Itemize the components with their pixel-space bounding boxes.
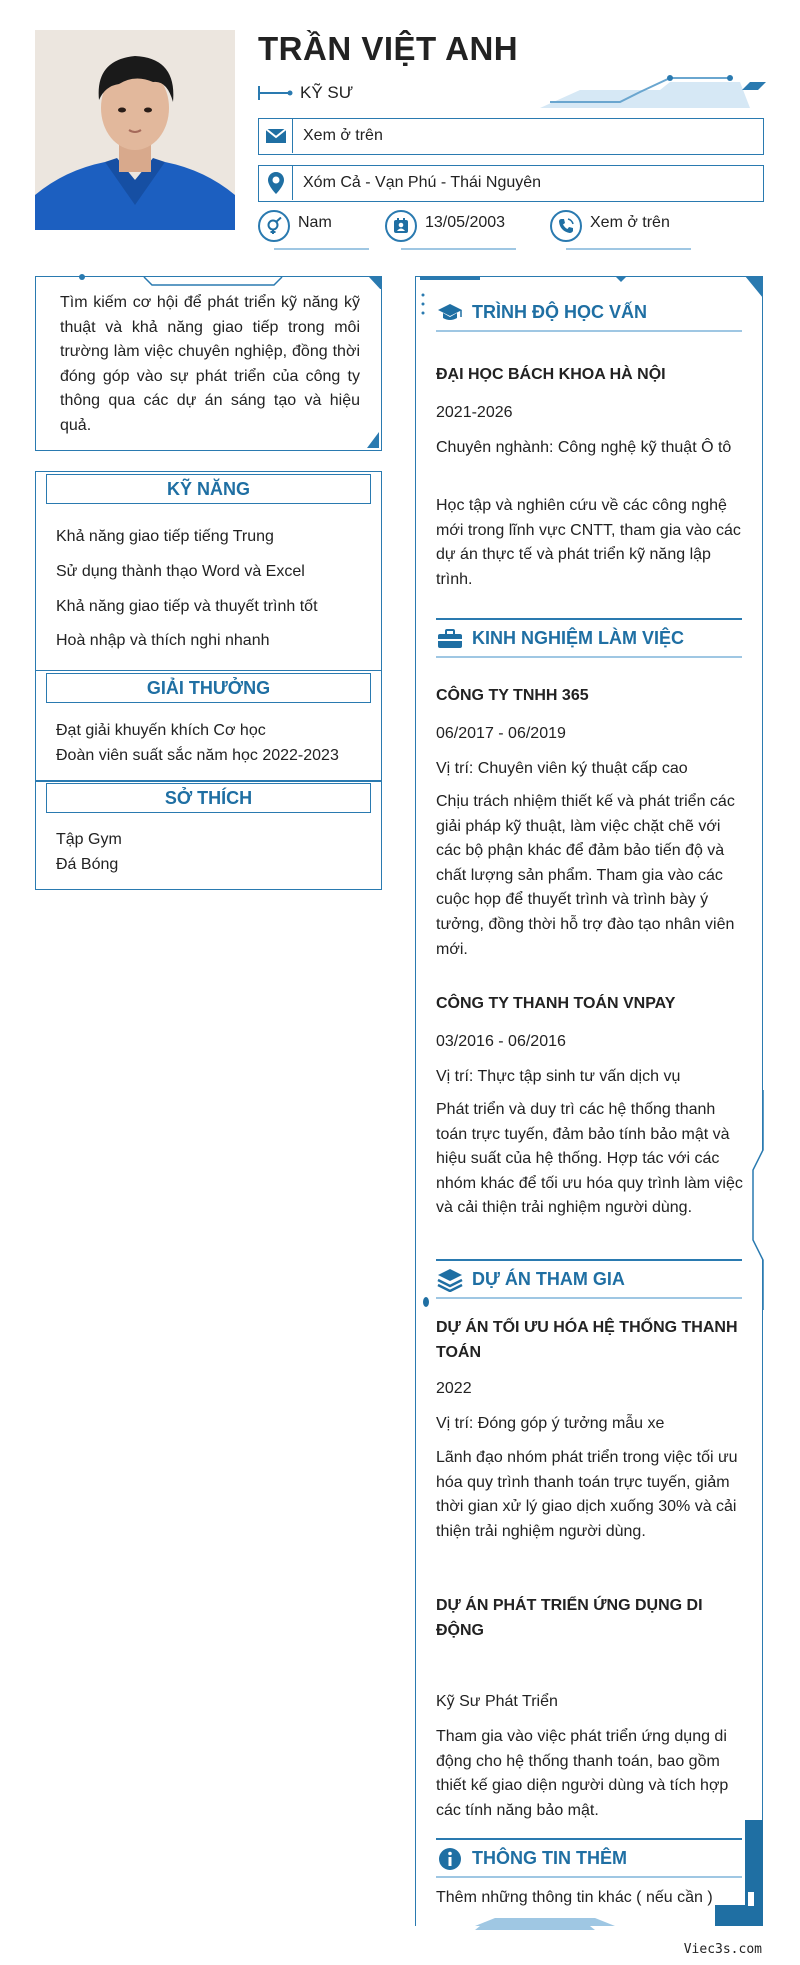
heading-underline — [436, 330, 742, 332]
address-value: Xóm Cả - Vạn Phú - Thái Nguyên — [303, 174, 542, 191]
awards-section — [35, 670, 382, 782]
project-description: Tham gia vào việc phát triển ứng dụng di động cho hệ thống thanh toán, bao gồm thiết kế giao diện người dùng và tích hợp các tính năng bảo mật. — [436, 1728, 729, 1819]
phone-underline — [566, 248, 691, 250]
extra-title: THÔNG TIN THÊM — [472, 1848, 627, 1868]
summary-text: Tìm kiếm cơ hội để phát triển kỹ năng kỹ thuật và khả năng giao tiếp trong môi trường làm việc chuyên nghiệp, đồng thời đóng góp vào sự phát triển của công ty thông qua các dự án sáng tạo và hiệu quả. — [60, 294, 360, 434]
award-item: Đạt giải khuyến khích Cơ học — [56, 722, 266, 739]
awards-heading: GIẢI THƯỞNG — [46, 673, 371, 703]
profile-photo — [35, 30, 235, 230]
job-company: CÔNG TY THANH TOÁN VNPAY — [436, 995, 676, 1012]
dots-decoration — [419, 290, 427, 330]
job-period: 06/2017 - 06/2019 — [436, 725, 566, 742]
email-value: Xem ở trên — [303, 127, 383, 144]
location-pin-icon — [259, 166, 293, 200]
project-period: 2022 — [436, 1380, 472, 1397]
candidate-name: TRẦN VIỆT ANH — [258, 30, 519, 67]
project-position: Vị trí: Đóng góp ý tưởng mẫu xe — [436, 1415, 665, 1432]
phone-value: Xem ở trên — [590, 214, 670, 231]
projects-title: DỰ ÁN THAM GIA — [472, 1269, 625, 1289]
email-row — [258, 118, 764, 155]
project-description: Lãnh đạo nhóm phát triển trong việc tối ưu hóa quy trình thanh toán trực tuyến, giảm thời gian xử lý giao dịch xuống 30% và cải thiện trải nghiệm người dùng. — [436, 1449, 738, 1540]
corner-decoration — [367, 432, 379, 448]
hobbies-section — [35, 780, 382, 890]
right-side-notch-decoration — [745, 1090, 765, 1310]
award-item: Đoàn viên suất sắc năm học 2022-2023 — [56, 747, 339, 764]
extra-text: Thêm những thông tin khác ( nếu cần ) — [436, 1889, 713, 1906]
summary-box — [35, 276, 382, 451]
projects-heading — [436, 1259, 742, 1297]
gender-underline — [274, 248, 369, 250]
project-name: DỰ ÁN PHÁT TRIỂN ỨNG DỤNG DI ĐỘNG — [436, 1597, 703, 1639]
experience-heading — [436, 618, 742, 656]
skills-heading: KỸ NĂNG — [46, 474, 371, 504]
birthday-underline — [401, 248, 516, 250]
heading-topline — [436, 1838, 742, 1840]
skill-item: Khả năng giao tiếp tiếng Trung — [56, 528, 274, 545]
layers-icon — [436, 1267, 464, 1293]
education-title: TRÌNH ĐỘ HỌC VẤN — [472, 302, 647, 322]
project-name: DỰ ÁN TỐI ƯU HÓA HỆ THỐNG THANH TOÁN — [436, 1319, 738, 1361]
info-icon — [436, 1846, 464, 1872]
title-connector-icon — [258, 86, 294, 100]
graduation-cap-icon — [436, 300, 464, 326]
heading-underline — [436, 1876, 742, 1878]
experience-title: KINH NGHIỆM LÀM VIỆC — [472, 628, 685, 648]
heading-topline — [436, 618, 742, 620]
education-major: Chuyên nghành: Công nghệ kỹ thuật Ô tô — [436, 439, 732, 456]
job-description: Chịu trách nhiệm thiết kế và phát triển các giải pháp kỹ thuật, làm việc chặt chẽ với các bộ phận khác để đảm bảo tiến độ và chất lượng sản phẩm. Tham gia vào các cuộc họp để thuyết trình và trình bày ý tưởng, đồng thời hỗ trợ đào tạo nhân viên mới. — [436, 793, 735, 958]
hobby-item: Đá Bóng — [56, 856, 119, 873]
gender-value: Nam — [298, 214, 332, 231]
education-description: Học tập và nghiên cứu về các công nghệ mới trong lĩnh vực CNTT, tham gia vào các dự án thực tế và phát triển kỹ năng lập trình. — [436, 497, 741, 588]
education-heading — [436, 292, 742, 330]
job-description: Phát triển và duy trì các hệ thống thanh toán trực tuyến, đảm bảo tính bảo mật và hiệu suất của hệ thống. Hợp tác với các nhóm khác để tối ưu hóa quy trình làm việc và cải thiện trải nghiệm người dùng. — [436, 1101, 743, 1217]
summary-frame-decoration — [34, 269, 384, 289]
email-icon — [259, 119, 293, 153]
extra-heading — [436, 1838, 742, 1876]
project-position: Kỹ Sư Phát Triển — [436, 1693, 558, 1710]
job-position: Vị trí: Thực tập sinh tư vấn dịch vụ — [436, 1068, 681, 1085]
side-dot-decoration — [421, 1295, 431, 1309]
job-title: KỸ SƯ — [300, 83, 354, 102]
job-period: 03/2016 - 06/2016 — [436, 1033, 566, 1050]
school-name: ĐẠI HỌC BÁCH KHOA HÀ NỘI — [436, 366, 666, 383]
skill-item: Sử dụng thành thạo Word và Excel — [56, 563, 305, 580]
briefcase-icon — [436, 626, 464, 652]
birthday-value: 13/05/2003 — [425, 214, 506, 231]
skill-item: Hoà nhập và thích nghi nhanh — [56, 632, 270, 649]
heading-underline — [436, 656, 742, 658]
heading-topline — [436, 1259, 742, 1261]
circuit-decoration — [540, 72, 770, 112]
address-row — [258, 165, 764, 202]
phone-icon — [550, 210, 582, 242]
job-company: CÔNG TY TNHH 365 — [436, 687, 589, 704]
calendar-id-icon — [385, 210, 417, 242]
hobby-item: Tập Gym — [56, 831, 122, 848]
education-period: 2021-2026 — [436, 404, 513, 421]
profile-photo-image — [35, 30, 235, 230]
skills-section — [35, 471, 382, 671]
gender-icon — [258, 210, 290, 242]
footer-brand: Viec3s.com — [683, 1942, 762, 1957]
hobbies-heading: SỞ THÍCH — [46, 783, 371, 813]
job-position: Vị trí: Chuyên viên ký thuật cấp cao — [436, 760, 688, 777]
heading-underline — [436, 1297, 742, 1299]
skill-item: Khả năng giao tiếp và thuyết trình tốt — [56, 598, 318, 615]
